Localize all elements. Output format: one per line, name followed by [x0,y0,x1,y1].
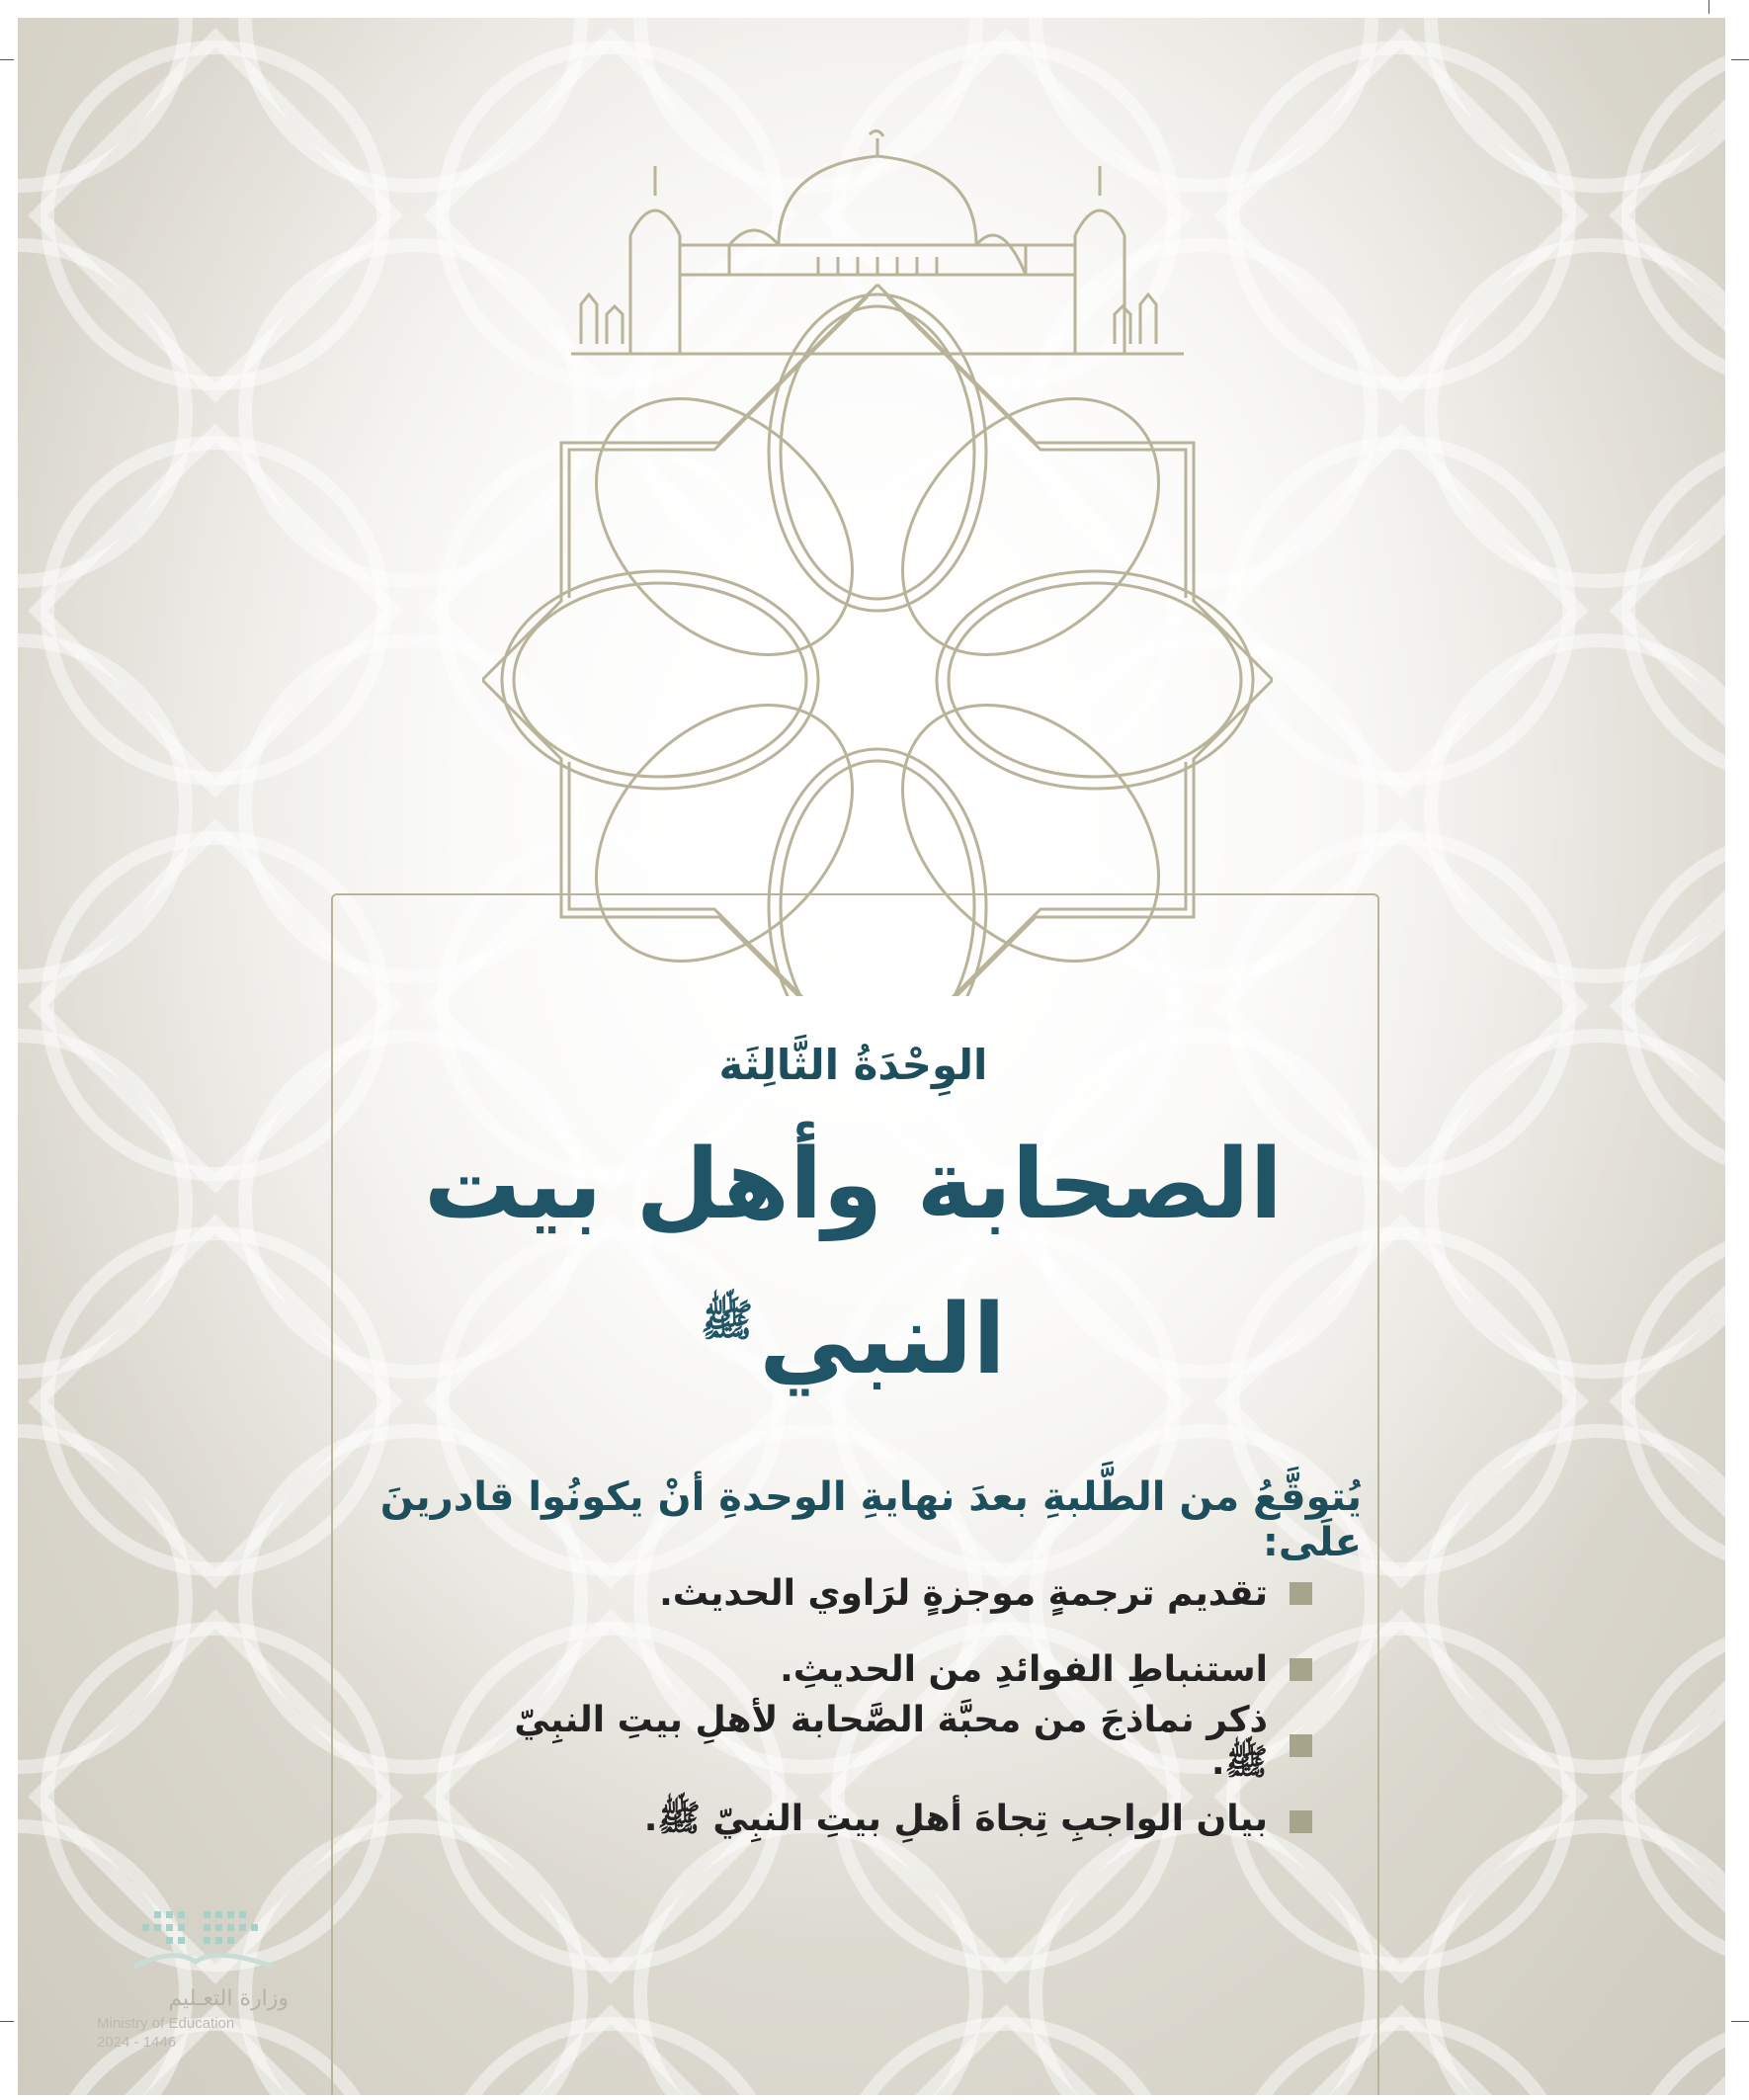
crop-mark [0,59,14,60]
outcome-text: تقديم ترجمةٍ موجزةٍ لرَاوي الحديث. [659,1573,1268,1614]
publisher-name-arabic: وزارة التعـليم [168,1986,289,2011]
publisher-name-english: Ministry of Education [97,2015,235,2032]
honorific-glyph: ﷺ [701,1296,754,1346]
learning-outcomes-list [512,1555,1312,1860]
crop-mark [1731,2021,1749,2022]
publication-year: 2024 - 1446 [97,2034,177,2051]
unit-number-label: الوِحْدَةُ الثَّالِثَة [718,1041,988,1089]
ministry-logo-icon [115,1907,292,1981]
crop-mark [0,2021,14,2022]
unit-title-line-1: الصحابة وأهل بيت [423,1129,1284,1241]
outcome-text: بيان الواجبِ تِجاهَ أهلِ بيتِ النبِيّ ﷺ. [643,1798,1268,1839]
outcome-text: ذكر نماذجَ من محبَّة الصَّحابة لأهلِ بيتِ النبِيّ ﷺ. [514,1700,1268,1783]
square-bullet-icon [1290,1810,1312,1833]
unit-title-line-2 [331,1284,1375,1396]
mosque-star-ornament [482,126,1273,996]
crop-mark [1708,0,1709,14]
unit-cover-page [18,18,1725,2095]
list-item [512,1555,1312,1632]
unit-title-prophet: النبي [759,1284,1006,1396]
square-bullet-icon [1290,1658,1312,1681]
square-bullet-icon [1290,1582,1312,1605]
outcome-text: استنباطِ الفوائدِ من الحديثِ. [780,1649,1268,1690]
list-item [512,1784,1312,1860]
list-item [512,1632,1312,1708]
square-bullet-icon [1290,1734,1312,1757]
crop-mark [1731,59,1749,60]
list-item [512,1700,1312,1784]
learning-outcomes-intro: يُتوقَّعُ من الطَّلبةِ بعدَ نهايةِ الوحدةِ أنْ يكونُوا قادرينَ علَى: [379,1474,1362,1565]
